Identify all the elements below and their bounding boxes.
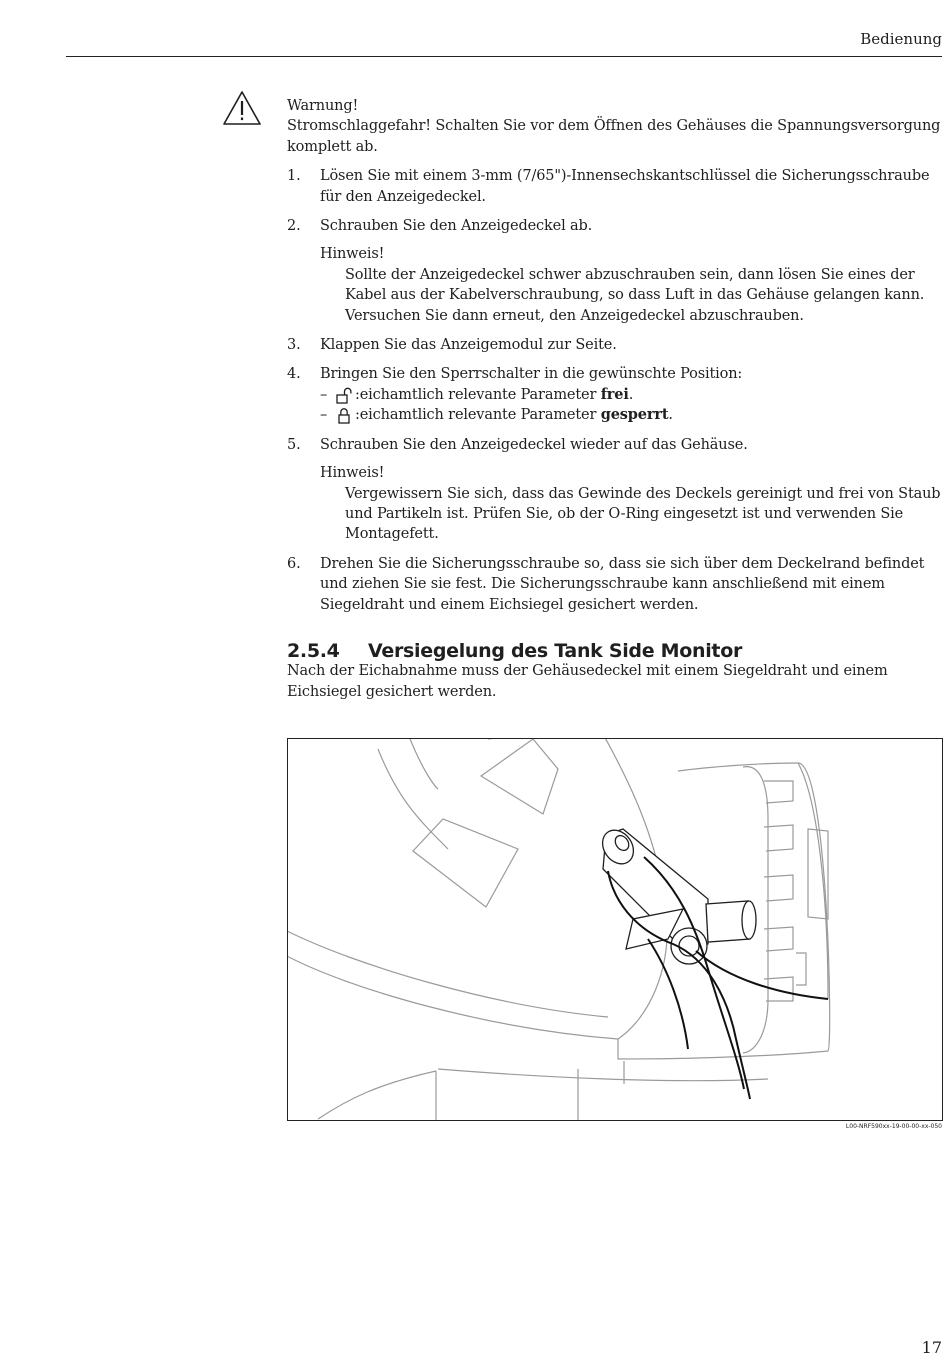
option-text: :eichamtlich relevante Parameter bbox=[355, 407, 601, 424]
step-text: Schrauben Sie den Anzeigedeckel wieder auf das Gehäuse. bbox=[320, 436, 748, 453]
figure-code: L00-NRF590xx-19-00-00-xx-050 bbox=[845, 1123, 942, 1130]
housing-drawing bbox=[288, 739, 942, 1120]
step-text: Lösen Sie mit einem 3-mm (7/65")-Innensechskantschlüssel die Sicherungsschraube für den Anzeigedeckel. bbox=[320, 168, 930, 205]
list-dash: – bbox=[320, 407, 328, 424]
step-5 bbox=[287, 435, 942, 545]
unlocked-padlock-icon bbox=[336, 387, 352, 404]
section-number: 2.5.4 bbox=[287, 639, 340, 662]
warning-label: Warnung! bbox=[287, 98, 359, 114]
section-title: Versiegelung des Tank Side Monitor bbox=[368, 639, 743, 662]
list-dash: – bbox=[320, 386, 328, 403]
step-3 bbox=[287, 335, 942, 355]
warning-triangle-icon bbox=[222, 90, 262, 126]
section-intro: Nach der Eichabnahme muss der Gehäusedeckel mit einem Siegeldraht und einem Eichsiegel gesichert werden. bbox=[287, 663, 888, 700]
page-number: 17 bbox=[921, 1338, 942, 1357]
step-6 bbox=[287, 554, 942, 615]
option-value: gesperrt bbox=[600, 406, 669, 424]
step-text: Drehen Sie die Sicherungsschraube so, dass sie sich über dem Deckelrand befindet und ziehen Sie sie fest. Die Sicherungsschraube kann anschließend mit einem Siegeldraht und einem Eichsiegel gesichert werden. bbox=[320, 555, 925, 613]
step-number: 5. bbox=[287, 436, 301, 453]
step-4 bbox=[287, 364, 942, 425]
option-value: frei bbox=[600, 385, 629, 403]
note-text: Sollte der Anzeigedeckel schwer abzuschrauben sein, dann lösen Sie eines der Kabel aus der Kabelverschraubung, so dass Luft in das Gehäuse gelangen kann. Versuchen Sie dann erneut, den Anzeigedeckel abzuschrauben. bbox=[345, 266, 925, 324]
warning-text: Stromschlaggefahr! Schalten Sie vor dem Öffnen des Gehäuses die Spannungsversorgung komplett ab. bbox=[287, 118, 941, 155]
note-label: Hinweis! bbox=[320, 465, 385, 482]
step-2 bbox=[287, 216, 942, 326]
step-text: Klappen Sie das Anzeigemodul zur Seite. bbox=[320, 337, 617, 354]
step-text: Schrauben Sie den Anzeigedeckel ab. bbox=[320, 218, 593, 235]
sealing-illustration bbox=[287, 738, 943, 1121]
header-rule bbox=[66, 56, 942, 57]
step-number: 2. bbox=[287, 218, 301, 235]
note-label: Hinweis! bbox=[320, 246, 385, 263]
step-number: 6. bbox=[287, 555, 301, 572]
switch-option-unlocked bbox=[320, 385, 942, 405]
section-heading bbox=[287, 641, 942, 661]
option-text: :eichamtlich relevante Parameter bbox=[355, 386, 601, 403]
step-number: 1. bbox=[287, 168, 301, 185]
note-text: Vergewissern Sie sich, dass das Gewinde des Deckels gereinigt und frei von Staub und Partikeln ist. Prüfen Sie, ob der O-Ring eingesetzt ist und verwenden Sie Montagefett. bbox=[345, 485, 941, 543]
step-text: Bringen Sie den Sperrschalter in die gewünschte Position: bbox=[320, 366, 743, 383]
switch-option-locked bbox=[320, 405, 942, 425]
step-number: 3. bbox=[287, 337, 301, 354]
step-1 bbox=[287, 166, 942, 207]
option-end: . bbox=[628, 386, 634, 403]
locked-padlock-icon bbox=[336, 407, 352, 424]
main-content bbox=[287, 96, 942, 702]
step-number: 4. bbox=[287, 366, 301, 383]
option-end: . bbox=[668, 407, 673, 424]
running-header: Bedienung bbox=[860, 30, 942, 48]
